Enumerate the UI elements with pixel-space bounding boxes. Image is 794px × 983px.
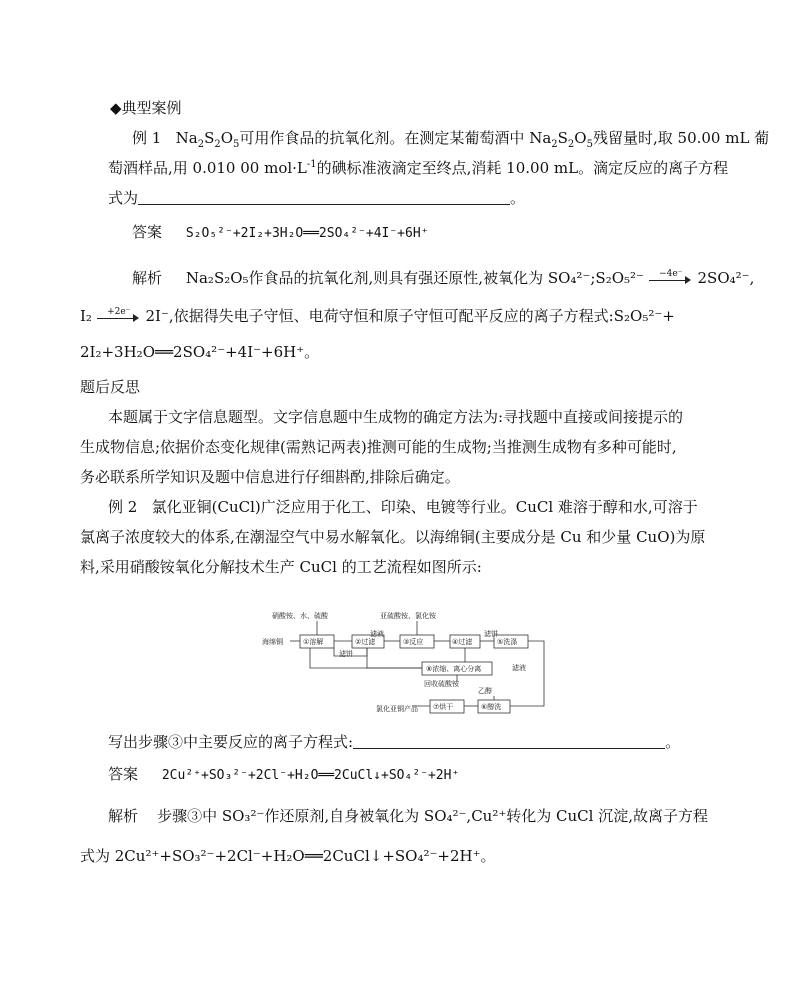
example2-answer (108, 764, 459, 786)
example1-line3: 式为 。 (108, 189, 526, 207)
flow-label-filter1: ②过滤 (355, 638, 376, 646)
example1-analysis-l3: 2I₂+3H₂O══2SO₄²⁻+4I⁻+6H⁺。 (80, 343, 320, 361)
example2-label: 例 2 (108, 498, 138, 516)
flow-label-wash: ⑤洗涤 (497, 638, 518, 646)
example1-line1: 例 1 $Na_2S_2O_5$可用作食品的抗氧化剂。在测定某葡萄酒中 $Na_2S_2O_5$残留量时,取 50.00 mL 葡 (132, 129, 770, 150)
flow-recover: 回收硫酸铵 (424, 680, 459, 688)
example1-analysis-l1: 解析 Na₂S₂O₅作食品的抗氧化剂,则具有强还原性,被氧化为 SO₄²⁻;S₂O₅²⁻ −4e⁻ 2SO₄²⁻, (132, 269, 755, 287)
example1-label: 例 1 (132, 129, 162, 147)
reflection-p1: 本题属于文字信息题型。文字信息题中生成物的确定方法为:寻找题中直接或间接提示的 (108, 408, 684, 426)
reflection-title: 题后反思 (80, 378, 141, 396)
example2-line2: 氯离子浓度较大的体系,在潮湿空气中易水解氧化。以海绵铜(主要成分是 Cu 和少量 CuO)为原 (80, 528, 706, 546)
example1-answer (132, 222, 429, 244)
question-blank[interactable] (353, 734, 665, 749)
flow-start: 海绵铜 (262, 638, 283, 646)
answer-equation-2: 2Cu²⁺+SO₃²⁻+2Cl⁻+H₂O══2CuCl↓+SO₄²⁻+2H⁺ (161, 768, 460, 783)
example2-line1: 例 2 氯化亚铜(CuCl)广泛应用于化工、印染、电镀等行业。CuCl 难溶于醇和水,可溶于 (108, 498, 698, 516)
flow-filtrate2: 滤饼 (484, 630, 498, 638)
example2-question: 写出步骤③中主要反应的离子方程式: 。 (108, 733, 681, 751)
flow-filtrate3: 滤液 (512, 664, 526, 672)
flow-residue: 滤饼 (339, 650, 353, 658)
flow-label-dry: ⑦烘干 (433, 703, 454, 711)
flow-label-dissolve: ①溶解 (303, 638, 324, 646)
flow-reagent1: 硝酸铵、水、硫酸 (272, 612, 328, 620)
analysis-label-2: 解析 (108, 807, 139, 825)
example1-line2: 萄酒样品,用 0.010 00 $mol\cdot L^{-1}$的碘标准液滴定至终点,消耗 10.00 mL。滴定反应的离子方程 (108, 159, 729, 177)
example1-analysis-l2: I₂ +2e⁻ 2I⁻,依据得失电子守恒、电荷守恒和原子守恒可配平反应的离子方程式:S₂O₅²⁻+ (80, 307, 675, 325)
electron-gain-arrow: +2e⁻ (97, 310, 141, 324)
example2-analysis-l1: 解析 步骤③中 SO₃²⁻作还原剂,自身被氧化为 SO₄²⁻,Cu²⁺转化为 CuCl 沉淀,故离子方程 (108, 807, 708, 825)
section-heading (110, 98, 182, 118)
example2-line3: 料,采用硝酸铵氧化分解技术生产 CuCl 的工艺流程如图所示: (80, 558, 482, 576)
diamond-bullet-icon: ◆ (110, 99, 122, 117)
reflection-p2: 生成物信息;依据价态变化规律(需熟记两表)推测可能的生成物;当推测生成物有多种可能时, (80, 438, 677, 456)
answer-label-2: 答案 (108, 765, 139, 783)
flow-label-concentrate: ⑧浓缩、离心分离 (426, 665, 482, 673)
answer-blank[interactable] (138, 190, 510, 205)
flow-ethanol: 乙醇 (478, 687, 492, 695)
analysis-label: 解析 (132, 269, 163, 287)
flow-reagent2: 亚硫酸铵、氯化铵 (380, 612, 436, 620)
process-flowchart (262, 610, 562, 722)
answer-equation: S₂O₅²⁻+2I₂+3H₂O══2SO₄²⁻+4I⁻+6H⁺ (185, 226, 429, 241)
example2-analysis-l2: 式为 2Cu²⁺+SO₃²⁻+2Cl⁻+H₂O══2CuCl↓+SO₄²⁻+2H⁺。 (80, 847, 496, 865)
reflection-p3: 务必联系所学知识及题中信息进行仔细斟酌,排除后确定。 (80, 468, 460, 486)
electron-transfer-arrow: −4e⁻ (649, 272, 693, 286)
flow-product: 氯化亚铜产品 (376, 705, 418, 713)
flow-label-filter2: ④过滤 (452, 638, 473, 646)
flow-filtrate1: 滤液 (370, 630, 384, 638)
flow-label-alcohol-wash: ⑥醇洗 (481, 703, 502, 711)
answer-label: 答案 (132, 223, 163, 241)
section-title: 典型案例 (121, 99, 182, 117)
flow-label-react: ③反应 (403, 638, 424, 646)
